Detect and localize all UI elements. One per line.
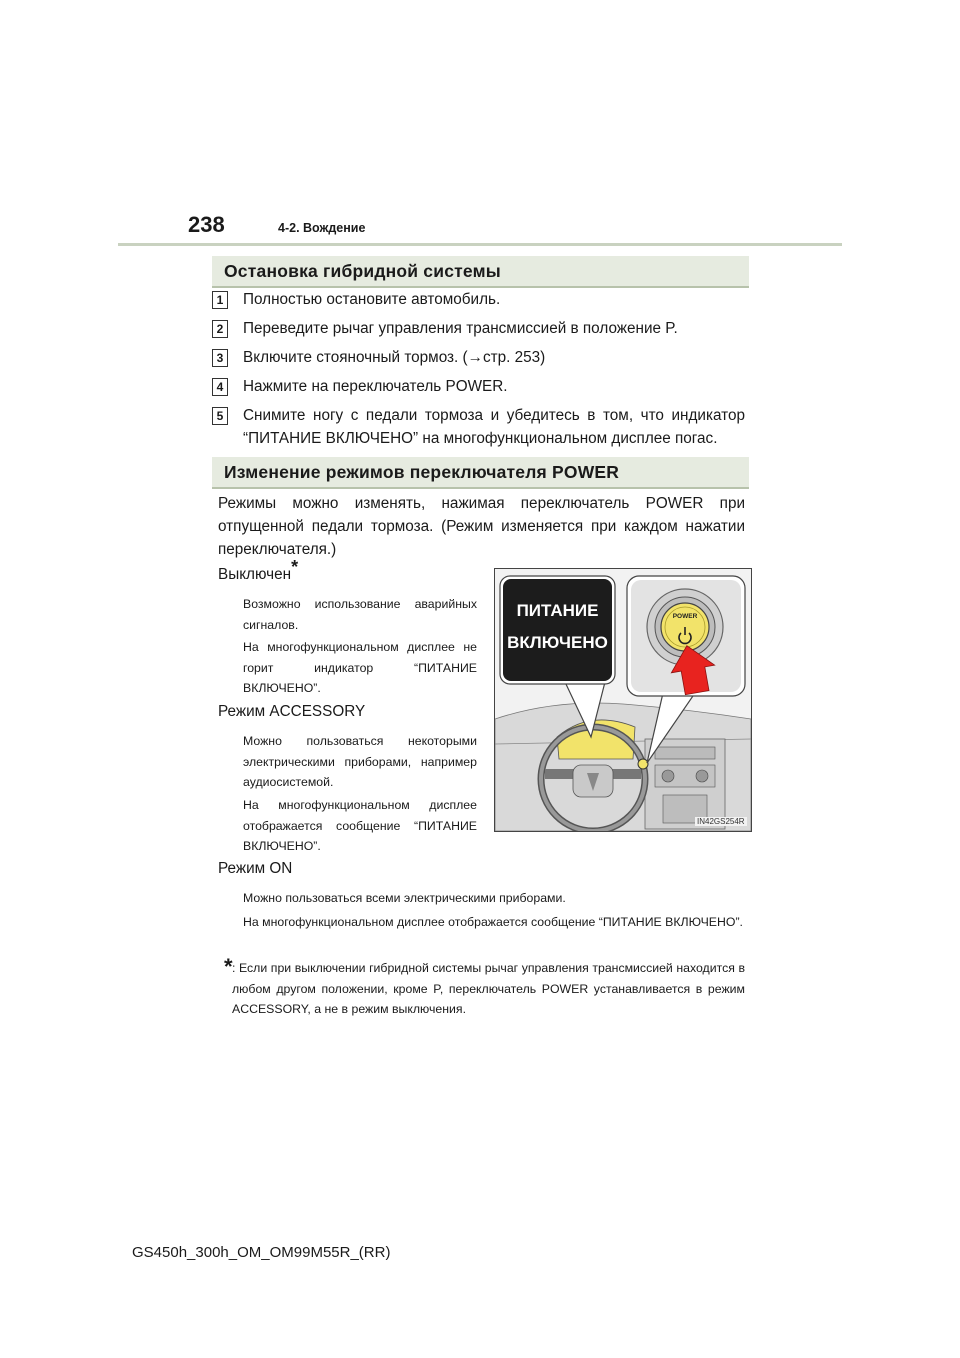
step-text-4: Нажмите на переключатель POWER.: [243, 378, 508, 395]
power-switch-illustration: [494, 568, 752, 832]
mode-on-line-2: На многофункциональном дисплее отображается сообщение “ПИТАНИЕ ВКЛЮЧЕНО”.: [243, 915, 743, 929]
footnote-asterisk: *: [224, 954, 233, 979]
modes-intro: Режимы можно изменять, нажимая переключатель POWER при отпущенной педали тормоза. (Режим изменяется при каждом нажатии переключателя.): [218, 495, 745, 558]
step-text-2: Переведите рычаг управления трансмиссией в положение P.: [243, 320, 678, 337]
step-number-2: 2: [212, 320, 228, 338]
step-number-5: 5: [212, 407, 228, 425]
power-button-location: [638, 759, 648, 769]
step-number-4: 4: [212, 378, 228, 396]
step-number-3: 3: [212, 349, 228, 367]
step-number-1: 1: [212, 291, 228, 309]
illustration-code: IN42GS254R: [697, 817, 745, 826]
footnote-text: : Если при выключении гибридной системы рычаг управления трансмиссией находится в любом другом положении, кроме P, переключатель POWER устанавливается в режим ACCESSORY, а не в режим выключения.: [232, 961, 745, 1016]
mode-off-line-1: Возможно использование аварийных сигналов.: [243, 597, 477, 632]
step-text-5: Снимите ногу с педали тормоза и убедитесь в том, что индикатор “ПИТАНИЕ ВКЛЮЧЕНО” на многофункциональном дисплее погас.: [243, 407, 745, 447]
step-text-3: Включите стояночный тормоз. (→стр. 253): [243, 349, 546, 366]
page-number: 238: [188, 212, 225, 237]
asterisk-mark: *: [291, 556, 299, 577]
header-rule: [118, 243, 842, 246]
display-text-line-1: ПИТАНИЕ: [516, 601, 599, 620]
step-text-1: Полностью остановите автомобиль.: [243, 291, 501, 308]
section-header: 4-2. Вождение: [278, 221, 366, 235]
section-title-bar-modes: [212, 457, 749, 489]
mode-accessory-line-2: На многофункциональном дисплее отображается сообщение “ПИТАНИЕ ВКЛЮЧЕНО”.: [243, 798, 477, 853]
section-title-bar-stop: [212, 256, 749, 288]
mode-accessory-title: Режим ACCESSORY: [218, 703, 366, 720]
mode-off-title: Выключен*: [218, 556, 299, 583]
display-text-line-2: ВКЛЮЧЕНО: [507, 633, 608, 652]
power-button-label: POWER: [672, 613, 698, 620]
mode-accessory-line-1: Можно пользоваться некоторыми электрическими приборами, например аудиосистемой.: [243, 734, 477, 789]
mode-on-line-1: Можно пользоваться всеми электрическими приборами.: [243, 891, 566, 905]
mode-off-line-2: На многофункциональном дисплее не горит индикатор “ПИТАНИЕ ВКЛЮЧЕНО”.: [243, 640, 477, 695]
mode-on-title: Режим ON: [218, 860, 293, 877]
footer-doc-code: GS450h_300h_OM_OM99M55R_(RR): [132, 1244, 391, 1261]
section-title-modes: Изменение режимов переключателя POWER: [224, 462, 620, 482]
section-title-stop: Остановка гибридной системы: [224, 261, 501, 281]
